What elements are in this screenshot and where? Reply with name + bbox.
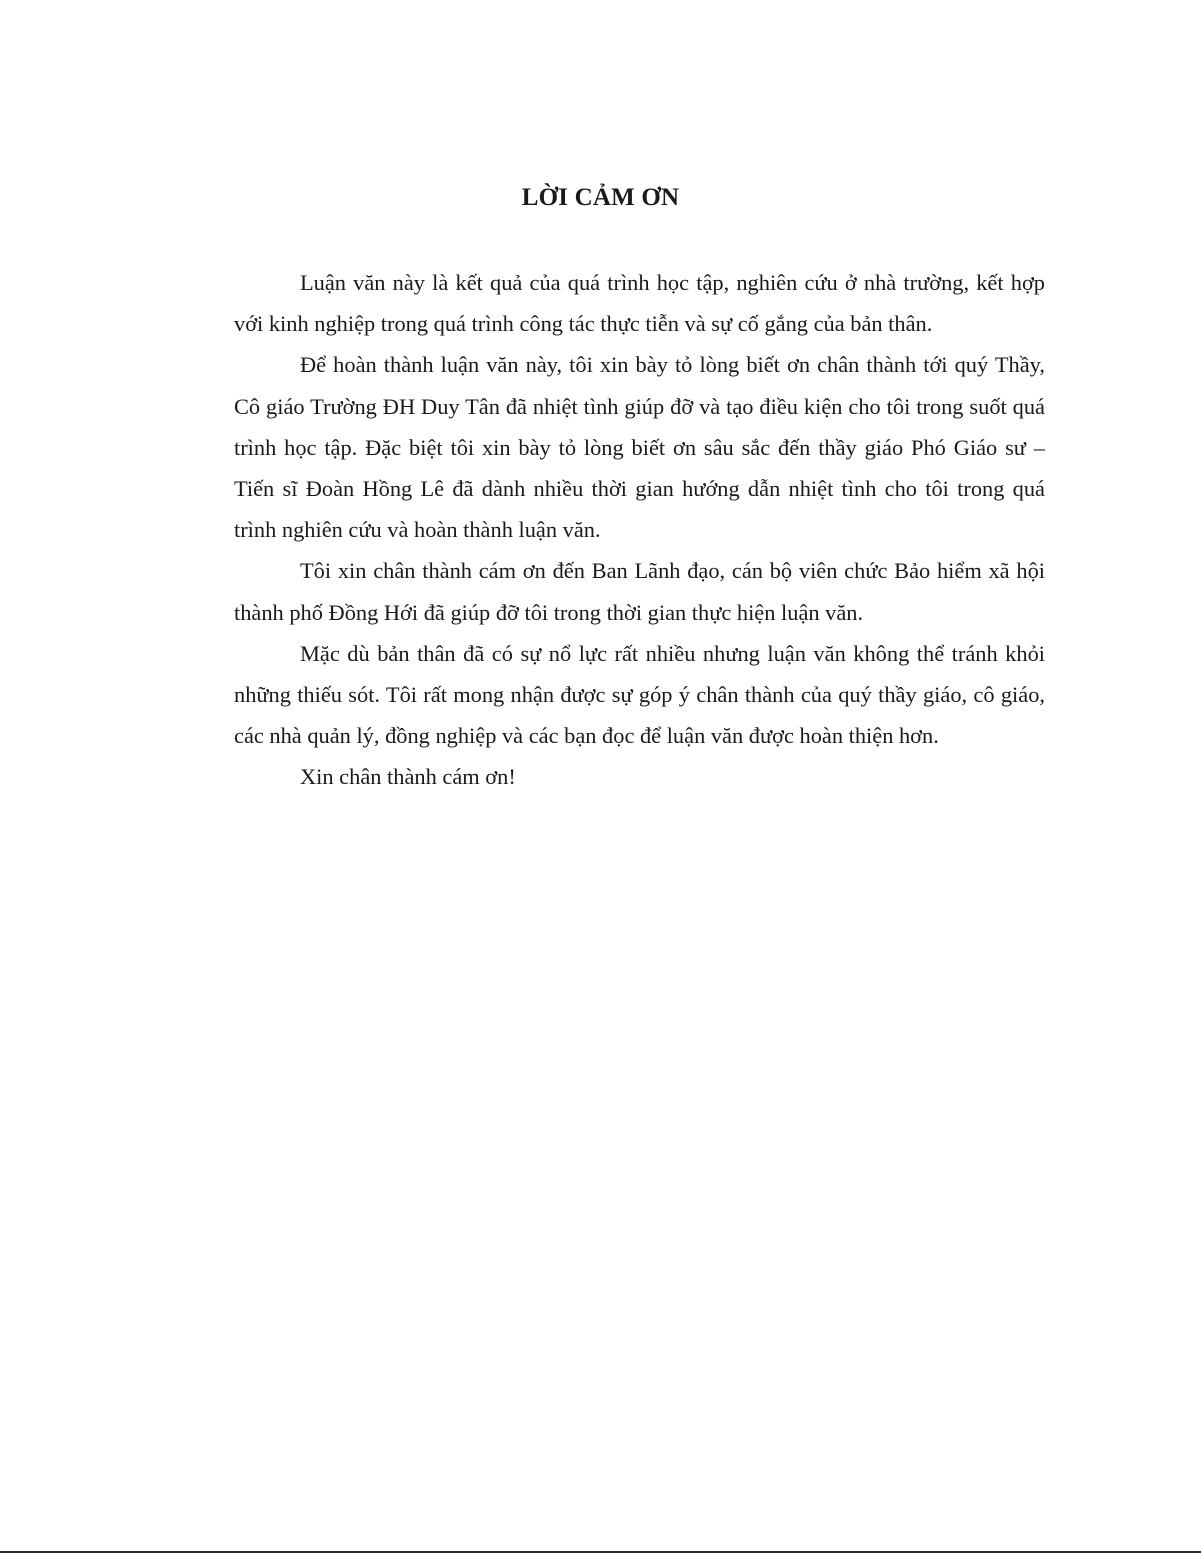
paragraph-2: Để hoàn thành luận văn này, tôi xin bày tỏ lòng biết ơn chân thành tới quý Thầy, Cô giáo Trường ĐH Duy Tân đã nhiệt tình giúp đỡ và tạo điều kiện cho tôi trong suốt quá trình học tập. Đặc biệt tôi xin bày tỏ lòng biết ơn sâu sắc đến thầy giáo Phó Giáo sư – Tiến sĩ Đoàn Hồng Lê đã dành nhiều thời gian hướng dẫn nhiệt tình cho tôi trong quá trình nghiên cứu và hoàn thành luận văn. — [234, 352, 1045, 543]
paragraph-5-closing: Xin chân thành cám ơn! — [300, 764, 516, 790]
bottom-divider — [0, 1551, 1201, 1553]
body-text — [234, 262, 1045, 798]
paragraph-4: Mặc dù bản thân đã có sự nổ lực rất nhiều nhưng luận văn không thể tránh khỏi những thiếu sót. Tôi rất mong nhận được sự góp ý chân thành của quý thầy giáo, cô giáo, các nhà quản lý, đồng nghiệp và các bạn đọc để luận văn được hoàn thiện hơn. — [234, 640, 1045, 749]
paragraph-1: Luận văn này là kết quả của quá trình học tập, nghiên cứu ở nhà trường, kết hợp với kinh nghiệp trong quá trình công tác thực tiễn và sự cố gắng của bản thân. — [234, 270, 1045, 337]
paragraph-3: Tôi xin chân thành cám ơn đến Ban Lãnh đạo, cán bộ viên chức Bảo hiểm xã hội thành phố Đồng Hới đã giúp đỡ tôi trong thời gian thực hiện luận văn. — [234, 558, 1045, 625]
page-title: LỜI CẢM ƠN — [521, 184, 680, 211]
